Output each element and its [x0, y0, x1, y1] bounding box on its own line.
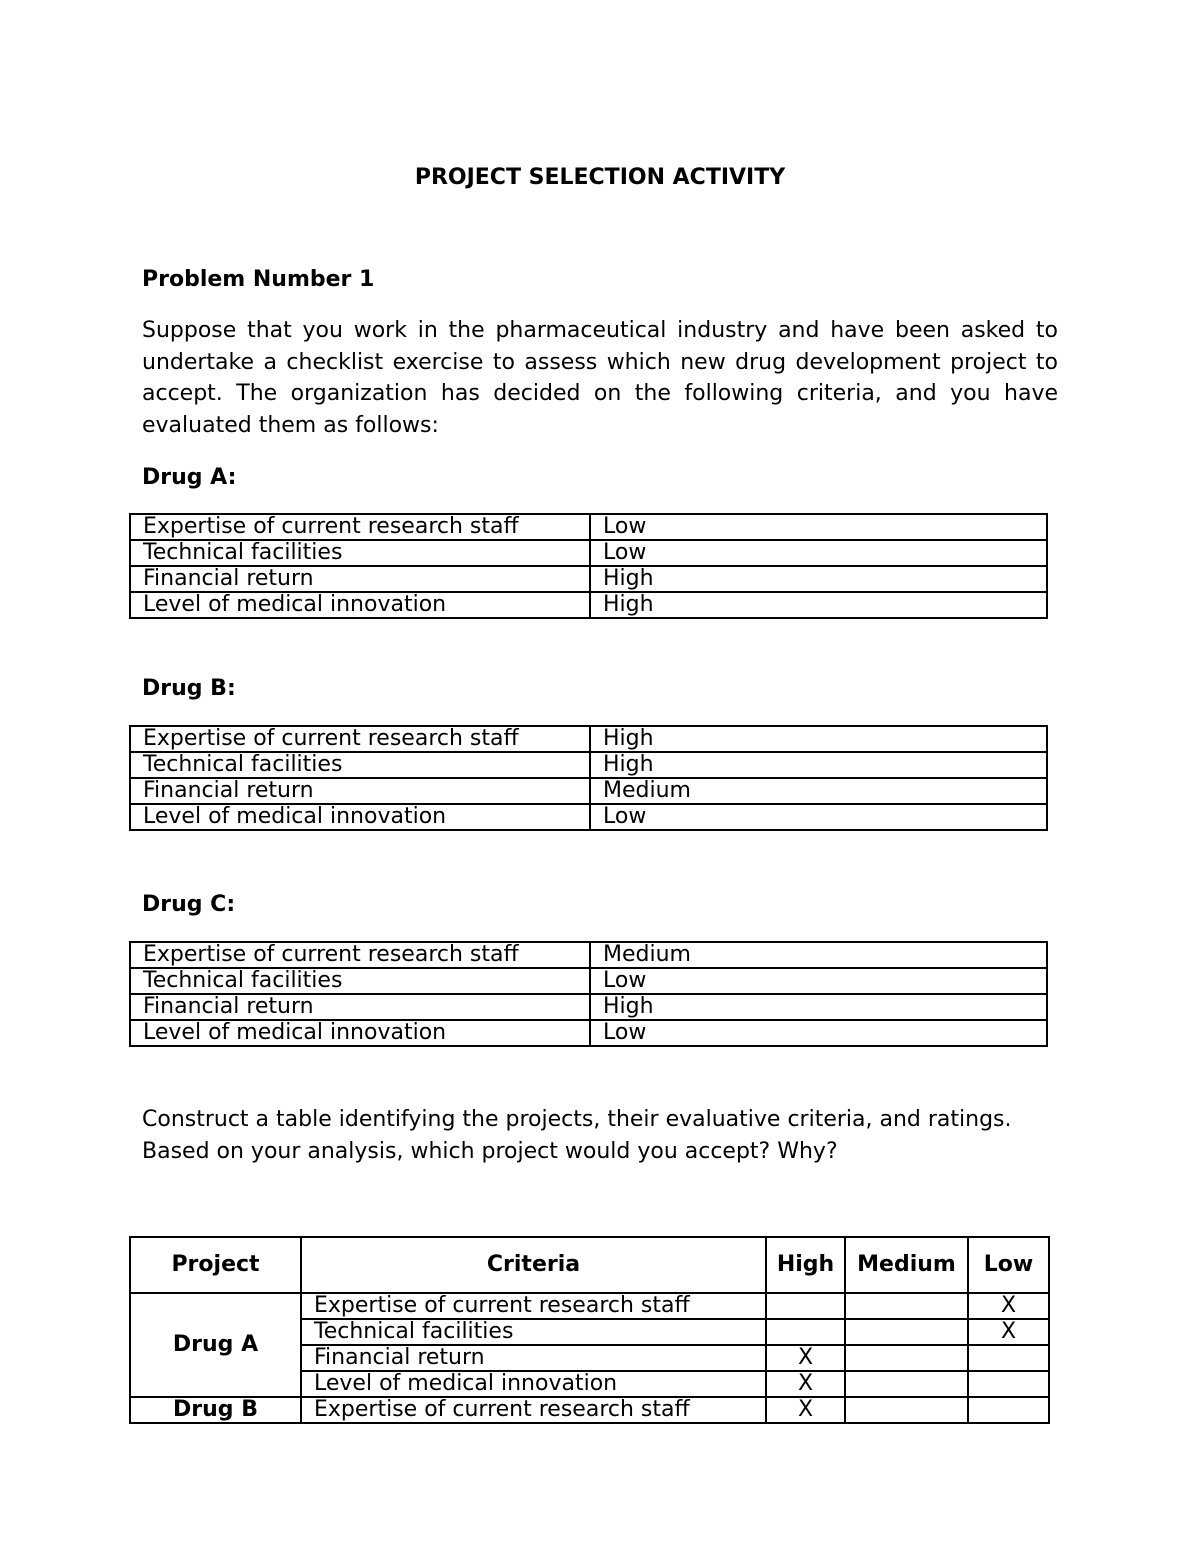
header-project: Project — [130, 1237, 301, 1293]
table-row — [130, 752, 1047, 778]
criterion-cell: Financial return — [130, 778, 590, 804]
rating-cell: Low — [590, 1020, 1047, 1046]
medium-mark-cell — [845, 1397, 968, 1423]
table-row — [130, 942, 1047, 968]
rating-cell: Low — [590, 540, 1047, 566]
rating-cell: High — [590, 994, 1047, 1020]
page-title: PROJECT SELECTION ACTIVITY — [414, 165, 786, 190]
high-mark-cell — [766, 1319, 845, 1345]
criterion-cell: Technical facilities — [130, 968, 590, 994]
header-medium: Medium — [845, 1237, 968, 1293]
criterion-cell: Expertise of current research staff — [130, 942, 590, 968]
table-row — [130, 726, 1047, 752]
rating-cell: High — [590, 726, 1047, 752]
medium-mark-cell — [845, 1371, 968, 1397]
criterion-cell: Financial return — [301, 1345, 766, 1371]
answer-table — [129, 1236, 1050, 1424]
table-row — [130, 804, 1047, 830]
drug-c-table — [129, 941, 1048, 1047]
low-mark-cell: X — [968, 1319, 1049, 1345]
low-mark-cell — [968, 1397, 1049, 1423]
medium-mark-cell — [845, 1345, 968, 1371]
criterion-cell: Expertise of current research staff — [130, 726, 590, 752]
rating-cell: Low — [590, 804, 1047, 830]
criterion-cell: Financial return — [130, 566, 590, 592]
question-paragraph: Construct a table identifying the projects, their evaluative criteria, and ratings. Based on your analysis, which project would you accept? Why? — [142, 1107, 1012, 1164]
drug-a-table — [129, 513, 1048, 619]
criterion-cell: Level of medical innovation — [301, 1371, 766, 1397]
rating-cell: Medium — [590, 778, 1047, 804]
criterion-cell: Level of medical innovation — [130, 592, 590, 618]
rating-cell: High — [590, 752, 1047, 778]
low-mark-cell: X — [968, 1293, 1049, 1319]
rating-cell: Medium — [590, 942, 1047, 968]
table-row — [130, 540, 1047, 566]
rating-cell: Low — [590, 514, 1047, 540]
table-row — [130, 566, 1047, 592]
high-mark-cell — [766, 1293, 845, 1319]
criterion-cell: Level of medical innovation — [130, 804, 590, 830]
low-mark-cell — [968, 1345, 1049, 1371]
table-row — [130, 778, 1047, 804]
table-row — [130, 1020, 1047, 1046]
low-mark-cell — [968, 1371, 1049, 1397]
drug-b-table — [129, 725, 1048, 831]
table-row — [130, 1293, 1049, 1319]
intro-paragraph: Suppose that you work in the pharmaceutical industry and have been asked to undertake a checklist exercise to assess which new drug development project to accept. The organization has decided on the following criteria, and you have evaluated them as follows: — [142, 318, 1058, 438]
header-high: High — [766, 1237, 845, 1293]
drug-c-heading: Drug C: — [142, 892, 236, 917]
medium-mark-cell — [845, 1319, 968, 1345]
rating-cell: High — [590, 566, 1047, 592]
criterion-cell: Technical facilities — [130, 540, 590, 566]
drug-a-heading: Drug A: — [142, 465, 237, 490]
high-mark-cell: X — [766, 1371, 845, 1397]
criterion-cell: Expertise of current research staff — [130, 514, 590, 540]
criterion-cell: Technical facilities — [301, 1319, 766, 1345]
rating-cell: High — [590, 592, 1047, 618]
criterion-cell: Expertise of current research staff — [301, 1293, 766, 1319]
drug-b-heading: Drug B: — [142, 676, 236, 701]
criterion-cell: Expertise of current research staff — [301, 1397, 766, 1423]
project-cell-drug-b: Drug B — [130, 1397, 301, 1423]
high-mark-cell: X — [766, 1397, 845, 1423]
criterion-cell: Level of medical innovation — [130, 1020, 590, 1046]
header-low: Low — [968, 1237, 1049, 1293]
high-mark-cell: X — [766, 1345, 845, 1371]
answer-header-row — [130, 1237, 1049, 1293]
table-row — [130, 968, 1047, 994]
problem-heading: Problem Number 1 — [142, 267, 375, 292]
criterion-cell: Financial return — [130, 994, 590, 1020]
table-row — [130, 1397, 1049, 1423]
header-criteria: Criteria — [301, 1237, 766, 1293]
table-row — [130, 514, 1047, 540]
medium-mark-cell — [845, 1293, 968, 1319]
table-row — [130, 994, 1047, 1020]
criterion-cell: Technical facilities — [130, 752, 590, 778]
rating-cell: Low — [590, 968, 1047, 994]
project-cell-drug-a: Drug A — [130, 1293, 301, 1397]
table-row — [130, 592, 1047, 618]
